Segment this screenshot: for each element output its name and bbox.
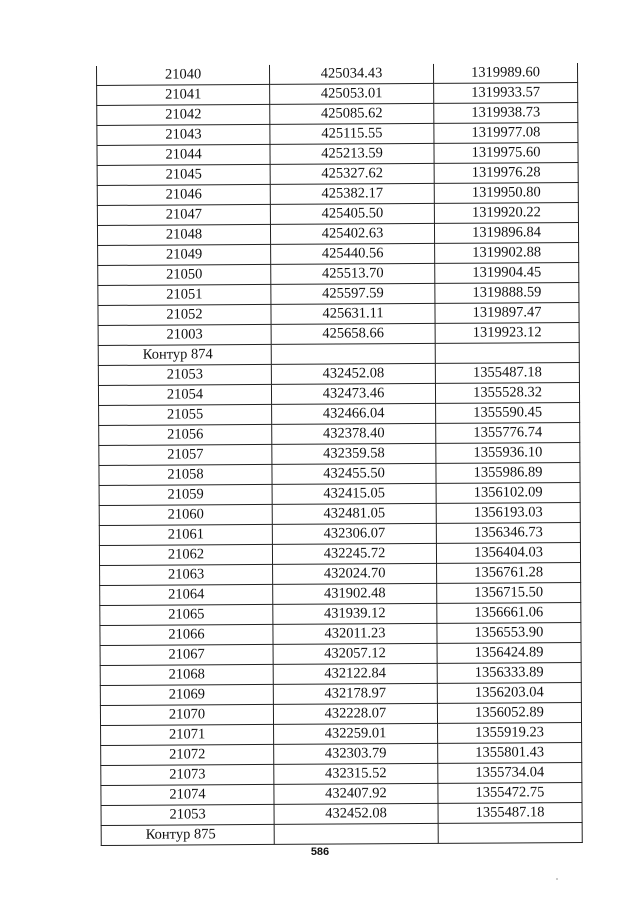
x-coordinate-cell: 425382.17 [270, 183, 434, 204]
y-coordinate-cell: 1319902.88 [435, 243, 579, 264]
y-coordinate-cell: 1355919.23 [438, 723, 582, 744]
point-number-cell: 21065 [100, 604, 273, 625]
point-number-cell: 21053 [101, 804, 274, 825]
point-number-cell: 21072 [101, 744, 274, 765]
x-coordinate-cell: 425085.62 [270, 103, 434, 124]
table-row [98, 263, 579, 286]
y-coordinate-cell: 1356346.73 [436, 523, 580, 544]
x-coordinate-cell: 425053.01 [270, 83, 434, 104]
x-coordinate-cell: 432359.58 [272, 443, 436, 464]
y-coordinate-cell: 1319950.80 [434, 183, 578, 204]
y-coordinate-cell: 1319938.73 [434, 103, 578, 124]
y-coordinate-cell [435, 343, 579, 364]
x-coordinate-cell: 432011.23 [273, 623, 437, 644]
x-coordinate-cell: 425631.11 [271, 303, 435, 324]
y-coordinate-cell: 1356203.04 [437, 683, 581, 704]
table-row [97, 163, 578, 186]
table-row [97, 203, 578, 226]
y-coordinate-cell: 1355487.18 [438, 803, 582, 824]
table-row [98, 363, 579, 386]
table-row [99, 403, 580, 426]
x-coordinate-cell [274, 823, 438, 844]
point-number-cell: 21062 [99, 544, 272, 565]
point-number-cell: 21067 [100, 644, 273, 665]
y-coordinate-cell: 1355936.10 [436, 443, 580, 464]
point-number-cell: 21057 [99, 444, 272, 465]
table-row [100, 703, 581, 726]
point-number-cell: 21049 [98, 244, 271, 265]
x-coordinate-cell: 431902.48 [273, 583, 437, 604]
x-coordinate-cell: 425213.59 [270, 143, 434, 164]
point-number-cell: 21042 [97, 104, 270, 125]
y-coordinate-cell: 1356333.89 [437, 663, 581, 684]
point-number-cell: 21068 [100, 664, 273, 685]
y-coordinate-cell: 1319904.45 [435, 263, 579, 284]
table-row [97, 143, 578, 166]
y-coordinate-cell: 1356424.89 [437, 643, 581, 664]
table-row [98, 243, 579, 266]
x-coordinate-cell: 432452.08 [271, 363, 435, 384]
x-coordinate-cell: 432378.40 [272, 423, 436, 444]
table-row [101, 763, 582, 786]
table-row [100, 663, 581, 686]
point-number-cell: 21063 [100, 564, 273, 585]
table-row [100, 563, 581, 586]
y-coordinate-cell: 1319888.59 [435, 283, 579, 304]
coordinates-table-body [96, 63, 582, 845]
scan-speck [556, 878, 558, 880]
table-row [98, 323, 579, 346]
y-coordinate-cell: 1355776.74 [436, 423, 580, 444]
page-number: 586 [310, 846, 330, 858]
point-number-cell: 21052 [98, 304, 271, 325]
x-coordinate-cell: 425402.63 [270, 223, 434, 244]
table-row [99, 423, 580, 446]
table-row [99, 483, 580, 506]
table-row [99, 543, 580, 566]
table-row [100, 583, 581, 606]
y-coordinate-cell: 1319897.47 [435, 303, 579, 324]
table-row [97, 103, 578, 126]
table-row [100, 643, 581, 666]
point-number-cell: 21070 [100, 704, 273, 725]
y-coordinate-cell: 1319976.28 [434, 163, 578, 184]
table-row [101, 783, 582, 806]
x-coordinate-cell: 432306.07 [272, 523, 436, 544]
table-row [97, 83, 578, 106]
y-coordinate-cell [438, 823, 582, 844]
y-coordinate-cell: 1356715.50 [437, 583, 581, 604]
x-coordinate-cell: 425440.56 [271, 243, 435, 264]
y-coordinate-cell: 1356193.03 [436, 503, 580, 524]
y-coordinate-cell: 1356052.89 [437, 703, 581, 724]
x-coordinate-cell: 425597.59 [271, 283, 435, 304]
x-coordinate-cell: 432466.04 [272, 403, 436, 424]
point-number-cell: 21054 [98, 384, 271, 405]
point-number-cell: 21040 [96, 65, 269, 86]
y-coordinate-cell: 1319896.84 [434, 223, 578, 244]
y-coordinate-cell: 1355472.75 [438, 783, 582, 804]
table-row [101, 723, 582, 746]
coordinates-sheet [96, 63, 579, 846]
point-number-cell: 21053 [98, 364, 271, 385]
x-coordinate-cell: 425115.55 [270, 123, 434, 144]
table-row [100, 683, 581, 706]
y-coordinate-cell: 1356404.03 [436, 543, 580, 564]
y-coordinate-cell: 1319989.60 [433, 63, 577, 83]
y-coordinate-cell: 1319977.08 [434, 123, 578, 144]
y-coordinate-cell: 1355590.45 [436, 403, 580, 424]
x-coordinate-cell: 432473.46 [271, 383, 435, 404]
table-row [101, 743, 582, 766]
point-number-cell: 21059 [99, 484, 272, 505]
point-number-cell: 21064 [100, 584, 273, 605]
y-coordinate-cell: 1319923.12 [435, 323, 579, 344]
table-row [97, 223, 578, 246]
table-row [100, 603, 581, 626]
y-coordinate-cell: 1355734.04 [438, 763, 582, 784]
point-number-cell: 21043 [97, 124, 270, 145]
point-number-cell: 21058 [99, 464, 272, 485]
table-row [97, 183, 578, 206]
y-coordinate-cell: 1319933.57 [434, 83, 578, 104]
table-row [99, 503, 580, 526]
point-number-cell: 21047 [97, 204, 270, 225]
table-row [98, 383, 579, 406]
point-number-cell: 21074 [101, 784, 274, 805]
x-coordinate-cell: 425405.50 [270, 203, 434, 224]
x-coordinate-cell: 425513.70 [271, 263, 435, 284]
table-row [99, 443, 580, 466]
y-coordinate-cell: 1356761.28 [437, 563, 581, 584]
y-coordinate-cell: 1356553.90 [437, 623, 581, 644]
x-coordinate-cell: 432315.52 [274, 763, 438, 784]
point-number-cell: 21048 [97, 224, 270, 245]
y-coordinate-cell: 1355986.89 [436, 463, 580, 484]
x-coordinate-cell: 432245.72 [272, 543, 436, 564]
point-number-cell: 21003 [98, 324, 271, 345]
y-coordinate-cell: 1356661.06 [437, 603, 581, 624]
point-number-cell: 21056 [99, 424, 272, 445]
x-coordinate-cell: 432303.79 [274, 743, 438, 764]
x-coordinate-cell: 432024.70 [273, 563, 437, 584]
y-coordinate-cell: 1319975.60 [434, 143, 578, 164]
point-number-cell: 21071 [101, 724, 274, 745]
x-coordinate-cell: 432415.05 [272, 483, 436, 504]
table-row [101, 823, 582, 846]
x-coordinate-cell: 432228.07 [273, 703, 437, 724]
point-number-cell: 21051 [98, 284, 271, 305]
point-number-cell: 21055 [99, 404, 272, 425]
x-coordinate-cell [271, 343, 435, 364]
point-number-cell: 21045 [97, 164, 270, 185]
table-row [97, 123, 578, 146]
x-coordinate-cell: 425327.62 [270, 163, 434, 184]
point-number-cell: 21046 [97, 184, 270, 205]
x-coordinate-cell: 425658.66 [271, 323, 435, 344]
table-row [96, 63, 577, 85]
table-row [100, 623, 581, 646]
x-coordinate-cell: 432452.08 [274, 803, 438, 824]
x-coordinate-cell: 432259.01 [274, 723, 438, 744]
point-number-cell: 21041 [97, 84, 270, 105]
y-coordinate-cell: 1319920.22 [434, 203, 578, 224]
x-coordinate-cell: 432178.97 [273, 683, 437, 704]
x-coordinate-cell: 425034.43 [269, 64, 433, 85]
x-coordinate-cell: 432122.84 [273, 663, 437, 684]
y-coordinate-cell: 1355801.43 [438, 743, 582, 764]
table-row [101, 803, 582, 826]
table-row [98, 303, 579, 326]
point-number-cell: Контур 875 [101, 824, 274, 845]
y-coordinate-cell: 1356102.09 [436, 483, 580, 504]
y-coordinate-cell: 1355487.18 [435, 363, 579, 384]
point-number-cell: 21061 [99, 524, 272, 545]
y-coordinate-cell: 1355528.32 [435, 383, 579, 404]
point-number-cell: 21066 [100, 624, 273, 645]
point-number-cell: Контур 874 [98, 344, 271, 365]
x-coordinate-cell: 432057.12 [273, 643, 437, 664]
point-number-cell: 21069 [100, 684, 273, 705]
table-row [99, 523, 580, 546]
coordinates-table [96, 63, 583, 846]
x-coordinate-cell: 431939.12 [273, 603, 437, 624]
point-number-cell: 21060 [99, 504, 272, 525]
x-coordinate-cell: 432455.50 [272, 463, 436, 484]
x-coordinate-cell: 432481.05 [272, 503, 436, 524]
point-number-cell: 21073 [101, 764, 274, 785]
point-number-cell: 21044 [97, 144, 270, 165]
table-row [98, 283, 579, 306]
x-coordinate-cell: 432407.92 [274, 783, 438, 804]
table-row [99, 463, 580, 486]
point-number-cell: 21050 [98, 264, 271, 285]
